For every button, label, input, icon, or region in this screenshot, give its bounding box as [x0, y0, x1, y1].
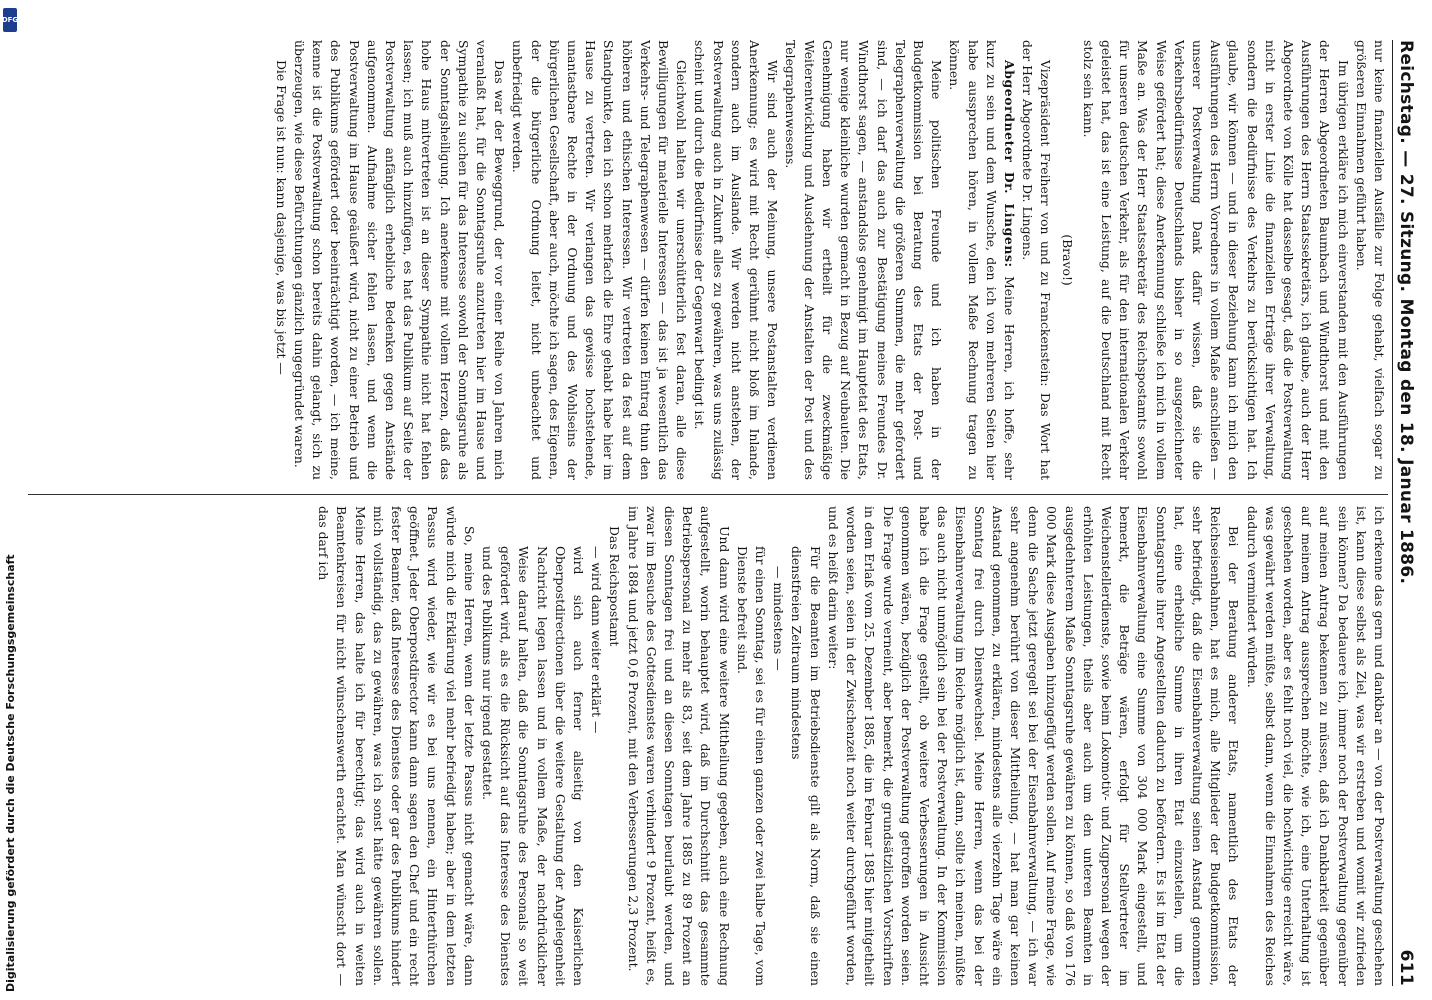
paragraph: Das war der Beweggrund, der vor einer Reihe von Jahren mich veranlaßt hat, für die Sonntagsruhe anzutreten hier im Hause und Sympathie zu suchen für das Interesse sowohl der Sonntagsruhe als der Sonntagsheiligung. Ich anerkenne mit vollem Herzen, daß das hohe Haus mitvertreten ist an dieser Sympathie nicht hat fehlen lassen; ich muß auch hinzufügen, es hat das Publikum auf Seite der Postverwaltung anfänglich erhebliche Bedenken gegen Anstände aufgenommen. Aufnahme sicher fehlen lassen, und wenn die Postverwaltung im Hause geäußert wird, nicht zu einer Betrieb und des Publikums gefördert oder beeinträchtigt worden, — ich meine, kenne ist die Postverwaltung schon bereits dahin gelangt, sich zu überzeugen, wie diese Befürchtungen gänzlich ungegründet waren.	[292, 40, 508, 480]
page-number: 611	[1396, 949, 1416, 986]
page-header	[1392, 40, 1426, 986]
header-rule	[1392, 40, 1393, 986]
running-head: Reichstag. — 27. Sitzung. Montag den 18. Januar 1886.	[1396, 40, 1416, 585]
column-divider	[28, 494, 1388, 495]
paragraph: Die Frage ist nun: kann dasjenige, was bis jetzt —	[273, 60, 289, 375]
paragraph: nur keine finanziellen Ausfälle zur Folge gehabt, vielfach sogar zu größeren Einnahmen geführt haben.	[1353, 40, 1387, 480]
paragraph: — mindestens —	[771, 566, 787, 671]
paragraph: für einen Sonntag, sei es für einen ganzen oder zwei halbe Tage, vom Dienste befreit sind.	[734, 546, 769, 986]
paragraph: Im übrigen erkläre ich mich einverstanden mit den Ausführungen der Herren Abgeordneten Baumbach und Windthorst und mit den Ausführungen des Herrn Staatssekretärs, ich glaube, auch der Herr Abgeordnete von Kölle hat dasselbe gesagt, daß die Postverwaltung nicht in erster Linie die finanziellen Erträge ihrer Verwaltung, sondern die Bedürfnisse des Verkehrs zu berücksichtigen hat. Ich glaube, wir können — und in dieser Beziehung kann ich mich den Ausführungen des Herrn Vorredners in vollem Maße anschließen — unserer Postverwaltung Dank dafür wissen, daß sie die Verkehrsbedürfnisse Deutschlands bisher in so ausgezeichneter Weise gefördert hat; diese Anerkennung schließe ich mich in vollem Maße an. Was der Herr Staatssekretär des Reichspostamts sowohl für unseren deutschen Verkehr, als für den internationalen Verkehr geleistet hat, das ist eine Leistung, auf die Deutschland mit Recht stolz sein kann.	[1080, 40, 1351, 480]
paragraph: Bei der Beratung anderer Etats, namentlich des Etats der Reichseisenbahnen, hat es mich, alle Mitglieder der Budgetkommission, sehr befriedigt, daß die Eisenbahnverwaltung seinen Anstand genommen hat, eine erhebliche Summe in ihren Etat einzustellen, um die Sonntagsruhe ihrer Angestellten dadurch zu befördern. Es ist im Etat der Eisenbahnverwaltung eine Summe von 304 000 Mark eingestellt, und bemerkt, die Beträge wären, erfolgt für Stellvertreter im Weichenstellerdienste, sowie beim Lokomotiv- und Zugpersonal wegen der erhöhten Leistungen, theils aber auch um den unteren Beamten in ausgedehnterem Maße Sonntagsruhe gewähren zu können, so daß von 176 000 Mark diese Ausgaben hinzugefügt werden sollen. Auf meine Frage, wie denn die Sache jetzt geregelt sei bei der Eisenbahnverwaltung, — ich war sehr angenehm berührt von dieser Mittheilung, — hat man gar keinen Anstand genommen, zu erklären, mindestens alle vierzehn Tage wäre ein Sonntag frei durch Dienstwechsel. Meine Herren, wenn das bei der Eisenbahnverwaltung im Reiche möglich ist, dann, sollte ich meinen, müßte das auch nicht unmöglich sein bei der Postverwaltung. In der Kommission habe ich die Frage gestellt, ob weitere Verbesserungen in Aussicht genommen wären, bezüglich der Postverwaltung getroffen worden seien. Die Frage wurde verneint, aber bemerkt, die grundsätzlichen Vorschriften in dem Erlaß vom 25. Dezember 1885, die im Februar 1885 hier mitgetheilt worden seien, seien in der Zwischenzeit noch weiter durchgeführt worden, und es heißt darin weiter:	[825, 506, 1242, 986]
paragraph	[945, 40, 1018, 480]
dfg-logo-icon: DFG	[3, 8, 17, 32]
paragraph: ich erkenne das gern und dankbar an — von der Postverwaltung geschehen ist, kann diese selbst als Ziel, was wir erstreben und womit wir zufrieden sein können? Da bedauere ich, immer noch der Postverwaltung gegenüber auf meinen Antrag bekennen zu müssen, daß ich Dankbarkeit gegenüber auf meinem Antrag aussprechen möchte, wie ich, eine Unterhaltung ist geschehen worden, aber es fehlt noch viel, die hochwichtige erreicht wäre, was gewährt werden müßte, selbst dann, wenn die Einnahmen des Reiches dadurch vermindert würden.	[1244, 506, 1387, 986]
paragraph: Vizepräsident Freiherr von und zu Franckenstein: Das Wort hat der Herr Abgeordnete Dr. Lingens.	[1020, 40, 1054, 480]
text-column-left	[28, 40, 1388, 480]
text-column-right	[28, 506, 1388, 986]
paragraph: Und dann wird eine weitere Mittheilung gegeben, auch eine Rechnung aufgestellt, worin behauptet wird, daß im Durchschnitt das gesammte Betriebspersonal zu mehr als 83, seit dem Jahre 1885 zu 89 Prozent an diesen Sonntagen frei und an diesen Sonntagen beurlaubt werden, und zwar im Besuche des Gottesdienstes waren verhindert 9 Prozent, heißt es, im Jahre 1884 und jetzt 0,6 Prozent, mit den Verbesserungen 2,3 Prozent.	[625, 506, 732, 986]
paragraph: Meine politischen Freunde und ich haben in der Budgetkommission bei Beratung des Etats der Post- und Telegraphenverwaltung die größeren Summen, die mehr gefordert sind, — ich darf das auch zur Bestätigung meines Freundes Dr. Windthorst sagen, — anstandslos genehmigt im Hauptetat des Etats, nur wenige kleinliche wurden gemacht in Bezug auf Neubauten. Die Genehmigung haben wir ertheilt für die zweckmäßige Weiterentwicklung und Ausdehnung der Anstalten der Post und des Telegraphenwesens.	[783, 40, 945, 480]
paragraph: Gleichwohl halten wir unerschütterlich fest daran, alle diese Bewilligungen für materielle Interessen — das ist ja wesentlich das Verkehrs- und Telegraphenwesen — dürfen keinen Eintrag thun den höheren und ethischen Interessen. Wir vertreten da fest auf dem Standpunkte, den ich schon mehrfach die Ehre gehabt habe hier im Hause zu vertreten. Wir verlangen das gewisse hochstehende, unantastbare Rechte in der Ordnung und des Wohlseins der bürgerlichen Gesellschaft, aber auch, möchte ich sagen, des Eigenen, der die bürgerliche Ordnung leitet, nicht unbeachtet und unbefriedigt werden.	[510, 40, 690, 480]
paragraph: — wird dann weiter erklärt —	[589, 546, 605, 734]
paragraph: wird sich auch ferner allseitig von den Kaiserlichen Oberpostdirectionen über die weitere Gestaltung der Angelegenheit Nachricht legen lassen und in vollem Maße, der nachdrücklicher Weise darauf halten, daß die Sonntagsruhe des Personals so weit gefördert wird, als es die Rücksicht auf das Interesse des Dienstes und des Publikums nur irgend gestattet.	[480, 546, 587, 986]
speaker-name: Abgeordneter Dr. Lingens:	[1001, 60, 1017, 268]
paragraph-text: Meine Herren, ich hoffe, sehr kurz zu sein und dem Wunsche, den ich von mehreren Seiten hier habe aussprechen hören, in vollem Maße Rechnung tragen zu können.	[947, 40, 1017, 480]
credit-text: Digitalisierung gefördert durch die Deutsche Forschungsgemeinschaft	[4, 554, 17, 992]
paragraph: Für die Beamten im Betriebsdienste gilt als Norm, daß sie einen dienstfreien Zeitraum mindestens	[789, 546, 823, 986]
paragraph: So, meine Herren, wenn der letzte Passus nicht gemacht wäre, dann würde mich die Erklärung viel mehr befriedigt haben; aber in dem letzten Passus wird wieder, wie wir es bei uns nennen, ein Hinterthürchen geöffnet. Jeder Oberpostdirector kann dann sagen den Chef und ein recht fester Beamter, daß Interesse des Dienstes oder gar des Publikums hindert mich vollständig, das zu gewähren, was ich sonst hätte gewähren sollen. Meine Herren, das halte ich für berechtigt; das wird auch in weiten Beamtenkreisen für nicht wünschenswerth erachtet. Man wünscht dort — das darf ich	[316, 506, 477, 986]
paragraph: (Bravo!)	[1059, 234, 1075, 286]
paragraph: Das Reichspostamt	[607, 526, 623, 647]
digitization-credit	[2, 554, 18, 992]
paragraph: Wir sind auch der Meinung, unsere Postanstalten verdienen Anerkennung; es wird mit Recht gerühmt nicht bloß im Inlande, sondern auch im Auslande. Wir werden nicht anstehen, der Postverwaltung auch in Zukunft alles zu gewähren, was uns zulässig scheint und durch die Bedürfnisse der Gegenwart bedingt ist.	[692, 40, 781, 480]
